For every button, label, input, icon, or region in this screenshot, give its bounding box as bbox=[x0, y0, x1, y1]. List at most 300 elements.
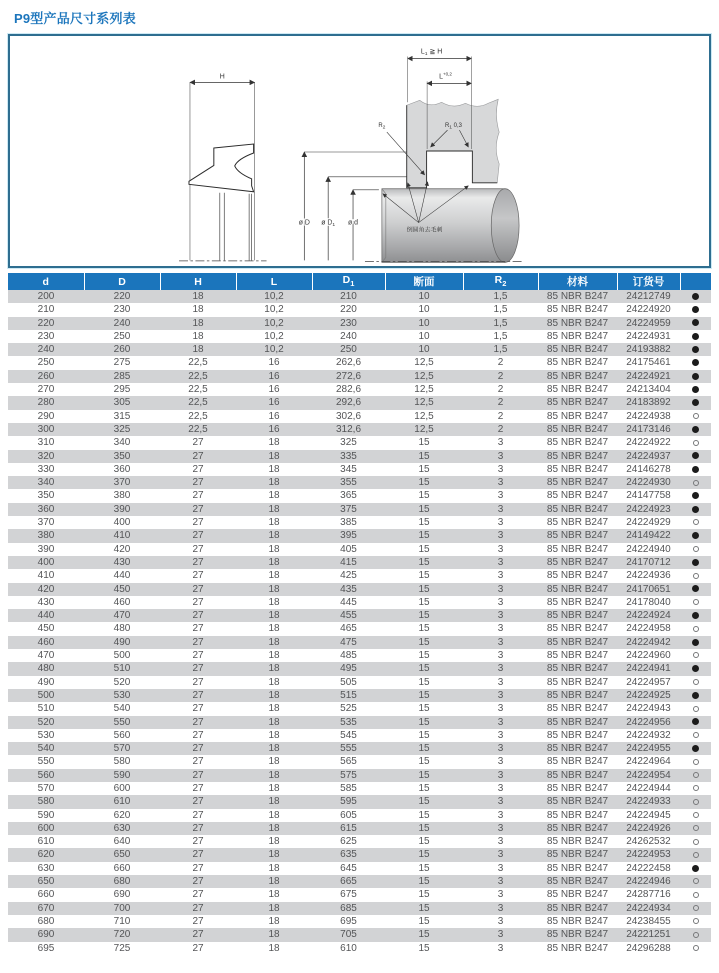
housing-section bbox=[407, 99, 499, 187]
table-cell: 385 bbox=[340, 517, 357, 529]
table-cell: 515 bbox=[340, 689, 357, 701]
table-cell: 24224930 bbox=[626, 477, 671, 489]
availability-cell bbox=[680, 795, 711, 808]
table-cell: 85 NBR B247 bbox=[546, 291, 609, 302]
table-cell: 24224953 bbox=[626, 849, 671, 861]
table-row bbox=[8, 755, 711, 768]
table-cell: 85 NBR B247 bbox=[546, 623, 609, 635]
table-cell: 200 bbox=[37, 291, 55, 302]
table-cell: 660 bbox=[37, 889, 55, 901]
hollow-dot-icon bbox=[693, 546, 699, 552]
table-cell: 85 NBR B247 bbox=[546, 796, 609, 808]
table-cell: 10 bbox=[418, 344, 430, 356]
table-cell: 85 NBR B247 bbox=[546, 676, 609, 688]
table-cell: 18 bbox=[268, 610, 280, 622]
availability-cell bbox=[680, 370, 711, 383]
availability-cell bbox=[680, 423, 711, 436]
table-cell: 3 bbox=[497, 530, 504, 542]
table-cell: 27 bbox=[192, 703, 204, 715]
table-cell: 18 bbox=[268, 689, 280, 701]
filled-dot-icon bbox=[692, 466, 699, 473]
table-cell: 27 bbox=[192, 729, 204, 741]
table-cell: 27 bbox=[192, 716, 204, 728]
table-cell: 3 bbox=[497, 543, 504, 555]
table-cell: 24224942 bbox=[626, 636, 671, 648]
table-cell: 685 bbox=[340, 902, 357, 914]
table-cell: 490 bbox=[113, 636, 131, 648]
table-cell: 330 bbox=[37, 463, 55, 475]
table-cell: 435 bbox=[340, 583, 357, 595]
table-cell: 1,5 bbox=[493, 291, 508, 302]
table-header-row bbox=[8, 273, 711, 290]
table-cell: 355 bbox=[340, 477, 357, 489]
table-cell: 18 bbox=[268, 849, 280, 861]
table-cell: 570 bbox=[113, 743, 131, 755]
table-cell: 18 bbox=[268, 437, 280, 449]
table-cell: 370 bbox=[37, 517, 55, 529]
table-cell: 725 bbox=[113, 942, 131, 954]
table-cell: 85 NBR B247 bbox=[546, 836, 609, 848]
availability-cell bbox=[680, 516, 711, 529]
table-cell: 505 bbox=[340, 676, 357, 688]
availability-cell bbox=[680, 902, 711, 915]
filled-dot-icon bbox=[692, 639, 699, 646]
table-cell: 3 bbox=[497, 623, 504, 635]
table-cell: 12,5 bbox=[414, 370, 434, 382]
table-cell: 690 bbox=[113, 889, 131, 901]
table-cell: 85 NBR B247 bbox=[546, 490, 609, 502]
table-cell: 3 bbox=[497, 743, 504, 755]
table-cell: 635 bbox=[340, 849, 357, 861]
table-cell: 18 bbox=[192, 344, 204, 356]
table-cell: 3 bbox=[497, 876, 504, 888]
table-cell: 3 bbox=[497, 929, 504, 941]
table-row bbox=[8, 516, 711, 529]
availability-cell bbox=[680, 769, 711, 782]
table-cell: 85 NBR B247 bbox=[546, 530, 609, 542]
filled-dot-icon bbox=[692, 306, 699, 313]
dim-label-l bbox=[439, 71, 452, 80]
table-cell: 85 NBR B247 bbox=[546, 570, 609, 582]
table-cell: 24224923 bbox=[626, 503, 671, 515]
table-row bbox=[8, 317, 711, 330]
table-cell: 27 bbox=[192, 517, 204, 529]
table-cell: 475 bbox=[340, 636, 357, 648]
table-cell: 18 bbox=[268, 716, 280, 728]
table-cell: 3 bbox=[497, 769, 504, 781]
table-cell: 85 NBR B247 bbox=[546, 889, 609, 901]
availability-cell bbox=[680, 303, 711, 316]
table-cell: 16 bbox=[268, 357, 280, 369]
table-cell: 415 bbox=[340, 556, 357, 568]
hollow-dot-icon bbox=[693, 825, 699, 831]
table-cell: 27 bbox=[192, 437, 204, 449]
table-row bbox=[8, 370, 711, 383]
table-cell: 520 bbox=[113, 676, 131, 688]
table-cell: 18 bbox=[268, 876, 280, 888]
table-cell: 250 bbox=[340, 344, 357, 356]
table-cell: 24222458 bbox=[626, 862, 671, 874]
table-cell: 395 bbox=[340, 530, 357, 542]
table-cell: 325 bbox=[113, 423, 131, 435]
table-cell: 2 bbox=[497, 370, 504, 382]
table-cell: 3 bbox=[497, 463, 504, 475]
table-row bbox=[8, 410, 711, 423]
table-cell: 27 bbox=[192, 570, 204, 582]
table-cell: 18 bbox=[268, 503, 280, 515]
table-cell: 3 bbox=[497, 450, 504, 462]
table-cell: 430 bbox=[113, 556, 131, 568]
table-cell: 85 NBR B247 bbox=[546, 689, 609, 701]
table-cell: 24224960 bbox=[626, 650, 671, 662]
table-cell: 18 bbox=[268, 517, 280, 529]
table-cell: 2 bbox=[497, 397, 504, 409]
table-cell: 15 bbox=[418, 769, 430, 781]
availability-cell bbox=[680, 503, 711, 516]
table-row bbox=[8, 436, 711, 449]
table-cell: 27 bbox=[192, 503, 204, 515]
table-cell: 3 bbox=[497, 729, 504, 741]
table-cell: 24224958 bbox=[626, 623, 671, 635]
table-cell: 15 bbox=[418, 809, 430, 821]
table-cell: 85 NBR B247 bbox=[546, 663, 609, 675]
table-cell: 270 bbox=[37, 384, 55, 396]
table-cell: 24170651 bbox=[626, 583, 671, 595]
availability-cell bbox=[680, 489, 711, 502]
table-cell: 18 bbox=[192, 304, 204, 316]
table-row bbox=[8, 583, 711, 596]
table-row bbox=[8, 676, 711, 689]
availability-cell bbox=[680, 529, 711, 542]
table-cell: 3 bbox=[497, 437, 504, 449]
table-cell: 85 NBR B247 bbox=[546, 556, 609, 568]
table-cell: 27 bbox=[192, 610, 204, 622]
table-cell: 15 bbox=[418, 942, 430, 954]
table-cell: 85 NBR B247 bbox=[546, 330, 609, 342]
filled-dot-icon bbox=[692, 532, 699, 539]
table-cell: 620 bbox=[113, 809, 131, 821]
table-cell: 485 bbox=[340, 650, 357, 662]
table-cell: 27 bbox=[192, 689, 204, 701]
table-cell: 302,6 bbox=[335, 410, 362, 422]
table-cell: 85 NBR B247 bbox=[546, 423, 609, 435]
table-cell: 275 bbox=[113, 357, 131, 369]
table-cell: 580 bbox=[37, 796, 55, 808]
table-cell: 18 bbox=[268, 769, 280, 781]
table-row bbox=[8, 662, 711, 675]
table-row bbox=[8, 543, 711, 556]
r2-main: R bbox=[378, 123, 383, 130]
availability-cell bbox=[680, 636, 711, 649]
table-cell: 550 bbox=[113, 716, 131, 728]
shaft-cylinder bbox=[382, 189, 505, 263]
table-cell: 27 bbox=[192, 663, 204, 675]
table-cell: 85 NBR B247 bbox=[546, 902, 609, 914]
table-cell: 15 bbox=[418, 530, 430, 542]
availability-cell bbox=[680, 396, 711, 409]
hollow-dot-icon bbox=[693, 626, 699, 632]
filled-dot-icon bbox=[692, 346, 699, 353]
table-cell: 15 bbox=[418, 663, 430, 675]
table-cell: 85 NBR B247 bbox=[546, 463, 609, 475]
availability-cell bbox=[680, 835, 711, 848]
table-cell: 1,5 bbox=[493, 304, 508, 316]
table-row bbox=[8, 809, 711, 822]
table-cell: 24149422 bbox=[626, 530, 671, 542]
table-cell: 27 bbox=[192, 782, 204, 794]
table-cell: 16 bbox=[268, 423, 280, 435]
table-cell: 12,5 bbox=[414, 423, 434, 435]
filled-dot-icon bbox=[692, 506, 699, 513]
table-cell: 640 bbox=[113, 836, 131, 848]
table-row bbox=[8, 463, 711, 476]
availability-cell bbox=[680, 596, 711, 609]
table-cell: 3 bbox=[497, 503, 504, 515]
table-cell: 15 bbox=[418, 503, 430, 515]
table-cell: 18 bbox=[268, 543, 280, 555]
table-cell: 24224955 bbox=[626, 743, 671, 755]
table-cell: 24224929 bbox=[626, 517, 671, 529]
table-cell: 350 bbox=[113, 450, 131, 462]
table-cell: 85 NBR B247 bbox=[546, 317, 609, 329]
table-cell: 24212749 bbox=[626, 291, 671, 302]
table-cell: 15 bbox=[418, 610, 430, 622]
table-cell: 15 bbox=[418, 889, 430, 901]
availability-cell bbox=[680, 410, 711, 423]
table-cell: 625 bbox=[340, 836, 357, 848]
table-row bbox=[8, 862, 711, 875]
table-cell: 495 bbox=[340, 663, 357, 675]
table-cell: 15 bbox=[418, 849, 430, 861]
table-cell: 680 bbox=[37, 915, 55, 927]
table-row bbox=[8, 596, 711, 609]
table-cell: 470 bbox=[37, 650, 55, 662]
table-row bbox=[8, 835, 711, 848]
r1-main: R bbox=[444, 123, 450, 130]
availability-cell bbox=[680, 875, 711, 888]
table-cell: 24224924 bbox=[626, 610, 671, 622]
table-cell: 12,5 bbox=[414, 384, 434, 396]
table-cell: 27 bbox=[192, 596, 204, 608]
table-cell: 15 bbox=[418, 636, 430, 648]
table-cell: 680 bbox=[113, 876, 131, 888]
table-cell: 85 NBR B247 bbox=[546, 596, 609, 608]
table-cell: 240 bbox=[113, 317, 131, 329]
table-cell: 15 bbox=[418, 703, 430, 715]
table-cell: 27 bbox=[192, 862, 204, 874]
availability-cell bbox=[680, 476, 711, 489]
table-cell: 10,2 bbox=[264, 330, 284, 342]
table-cell: 262,6 bbox=[335, 357, 362, 369]
table-row bbox=[8, 782, 711, 795]
table-row bbox=[8, 423, 711, 436]
table-cell: 585 bbox=[340, 782, 357, 794]
table-cell: 27 bbox=[192, 915, 204, 927]
table-cell: 24224938 bbox=[626, 410, 671, 422]
table-cell: 220 bbox=[113, 291, 131, 302]
table-cell: 3 bbox=[497, 782, 504, 794]
l-tolerance: +0,2 bbox=[442, 71, 452, 77]
table-row bbox=[8, 649, 711, 662]
table-cell: 530 bbox=[37, 729, 55, 741]
table-cell: 85 NBR B247 bbox=[546, 503, 609, 515]
table-row bbox=[8, 769, 711, 782]
table-row bbox=[8, 529, 711, 542]
table-cell: 24296288 bbox=[626, 942, 671, 954]
table-row bbox=[8, 396, 711, 409]
table-cell: 15 bbox=[418, 822, 430, 834]
table-cell: 24224920 bbox=[626, 304, 671, 316]
table-cell: 18 bbox=[268, 530, 280, 542]
table-cell: 580 bbox=[113, 756, 131, 768]
table-cell: 18 bbox=[268, 556, 280, 568]
table-cell: 10,2 bbox=[264, 291, 284, 302]
table-cell: 15 bbox=[418, 915, 430, 927]
table-row bbox=[8, 503, 711, 516]
table-cell: 24224954 bbox=[626, 769, 671, 781]
table-cell: 290 bbox=[37, 410, 55, 422]
table-cell: 560 bbox=[113, 729, 131, 741]
table-cell: 360 bbox=[37, 503, 55, 515]
table-cell: 380 bbox=[37, 530, 55, 542]
table-cell: 390 bbox=[37, 543, 55, 555]
table-cell: 3 bbox=[497, 836, 504, 848]
filled-dot-icon bbox=[692, 373, 699, 380]
table-cell: 18 bbox=[268, 796, 280, 808]
table-cell: 24146278 bbox=[626, 463, 671, 475]
table-cell: 540 bbox=[113, 703, 131, 715]
table-cell: 3 bbox=[497, 556, 504, 568]
hollow-dot-icon bbox=[693, 799, 699, 805]
table-cell: 15 bbox=[418, 796, 430, 808]
table-cell: 3 bbox=[497, 610, 504, 622]
table-cell: 720 bbox=[113, 929, 131, 941]
table-cell: 85 NBR B247 bbox=[546, 849, 609, 861]
table-cell: 18 bbox=[268, 756, 280, 768]
availability-cell bbox=[680, 888, 711, 901]
table-cell: 27 bbox=[192, 543, 204, 555]
table-cell: 325 bbox=[340, 437, 357, 449]
table-cell: 18 bbox=[268, 596, 280, 608]
filled-dot-icon bbox=[692, 293, 699, 300]
seal-profile-view bbox=[179, 73, 266, 260]
table-cell: 27 bbox=[192, 756, 204, 768]
deburr-note: 倒圆角去毛刺 bbox=[406, 227, 443, 234]
availability-cell bbox=[680, 676, 711, 689]
table-cell: 18 bbox=[268, 650, 280, 662]
table-cell: 430 bbox=[37, 596, 55, 608]
table-header-cell: 材料 bbox=[538, 273, 617, 290]
table-cell: 16 bbox=[268, 410, 280, 422]
table-cell: 85 NBR B247 bbox=[546, 304, 609, 316]
filled-dot-icon bbox=[692, 865, 699, 872]
table-cell: 24173146 bbox=[626, 423, 671, 435]
table-cell: 365 bbox=[340, 490, 357, 502]
table-cell: 210 bbox=[340, 291, 357, 302]
table-cell: 15 bbox=[418, 743, 430, 755]
table-cell: 535 bbox=[340, 716, 357, 728]
table-cell: 590 bbox=[37, 809, 55, 821]
table-cell: 85 NBR B247 bbox=[546, 384, 609, 396]
table-cell: 305 bbox=[113, 397, 131, 409]
table-cell: 15 bbox=[418, 490, 430, 502]
table-cell: 27 bbox=[192, 463, 204, 475]
availability-cell bbox=[680, 583, 711, 596]
table-cell: 15 bbox=[418, 477, 430, 489]
table-cell: 24170712 bbox=[626, 556, 671, 568]
availability-cell bbox=[680, 649, 711, 662]
table-row bbox=[8, 689, 711, 702]
table-cell: 500 bbox=[37, 689, 55, 701]
table-cell: 10,2 bbox=[264, 344, 284, 356]
table-cell: 380 bbox=[113, 490, 131, 502]
table-cell: 12,5 bbox=[414, 357, 434, 369]
table-cell: 27 bbox=[192, 929, 204, 941]
availability-cell bbox=[680, 356, 711, 369]
availability-cell bbox=[680, 716, 711, 729]
table-cell: 15 bbox=[418, 782, 430, 794]
r2-sub: 2 bbox=[382, 125, 386, 131]
table-cell: 3 bbox=[497, 822, 504, 834]
r1-sub: 1 bbox=[449, 125, 453, 131]
table-cell: 16 bbox=[268, 370, 280, 382]
table-cell: 85 NBR B247 bbox=[546, 543, 609, 555]
hollow-dot-icon bbox=[693, 413, 699, 419]
table-cell: 22,5 bbox=[188, 397, 208, 409]
table-cell: 575 bbox=[340, 769, 357, 781]
table-cell: 260 bbox=[113, 344, 131, 356]
table-cell: 10 bbox=[418, 304, 430, 316]
table-header-cell: H bbox=[160, 273, 236, 290]
table-cell: 18 bbox=[268, 490, 280, 502]
table-cell: 560 bbox=[37, 769, 55, 781]
table-cell: 510 bbox=[113, 663, 131, 675]
hollow-dot-icon bbox=[693, 878, 699, 884]
table-row bbox=[8, 476, 711, 489]
hollow-dot-icon bbox=[693, 706, 699, 712]
table-cell: 18 bbox=[268, 836, 280, 848]
table-cell: 650 bbox=[37, 876, 55, 888]
table-cell: 650 bbox=[113, 849, 131, 861]
seal-profile-shape bbox=[189, 144, 254, 192]
table-cell: 85 NBR B247 bbox=[546, 862, 609, 874]
table-cell: 85 NBR B247 bbox=[546, 397, 609, 409]
table-cell: 24224945 bbox=[626, 809, 671, 821]
table-cell: 85 NBR B247 bbox=[546, 729, 609, 741]
table-cell: 15 bbox=[418, 556, 430, 568]
table-cell: 240 bbox=[37, 344, 55, 356]
table-cell: 15 bbox=[418, 676, 430, 688]
table-cell: 18 bbox=[268, 583, 280, 595]
table-row bbox=[8, 343, 711, 356]
r1-value: 0,3 bbox=[452, 123, 462, 130]
table-cell: 630 bbox=[113, 822, 131, 834]
table-cell: 24224933 bbox=[626, 796, 671, 808]
table-cell: 292,6 bbox=[335, 397, 362, 409]
table-cell: 27 bbox=[192, 876, 204, 888]
table-cell: 15 bbox=[418, 543, 430, 555]
hollow-dot-icon bbox=[693, 480, 699, 486]
hollow-dot-icon bbox=[693, 759, 699, 765]
table-cell: 18 bbox=[192, 291, 204, 302]
table-cell: 620 bbox=[37, 849, 55, 861]
table-cell: 24178040 bbox=[626, 596, 671, 608]
table-cell: 27 bbox=[192, 477, 204, 489]
table-cell: 3 bbox=[497, 915, 504, 927]
table-cell: 670 bbox=[37, 902, 55, 914]
table-cell: 18 bbox=[268, 477, 280, 489]
table-cell: 85 NBR B247 bbox=[546, 357, 609, 369]
